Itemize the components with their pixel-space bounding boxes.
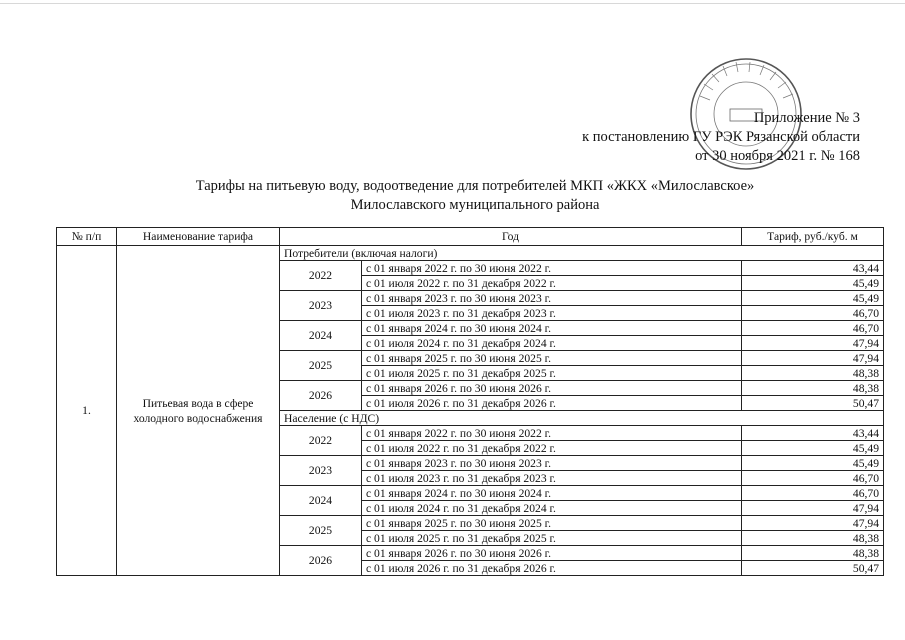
year-cell: 2025 <box>280 516 362 546</box>
period-cell: с 01 января 2024 г. по 30 июня 2024 г. <box>362 486 742 501</box>
header-name: Наименование тарифа <box>117 228 280 246</box>
tariff-value-cell: 47,94 <box>742 516 884 531</box>
tariff-value-cell: 46,70 <box>742 306 884 321</box>
table-row-group <box>57 246 884 261</box>
tariff-value-cell: 45,49 <box>742 276 884 291</box>
tariff-value-cell: 50,47 <box>742 561 884 576</box>
tariff-value-cell: 46,70 <box>742 321 884 336</box>
year-cell: 2024 <box>280 486 362 516</box>
period-cell: с 01 января 2022 г. по 30 июня 2022 г. <box>362 261 742 276</box>
period-cell: с 01 января 2026 г. по 30 июня 2026 г. <box>362 546 742 561</box>
tariff-value-cell: 48,38 <box>742 366 884 381</box>
period-cell: с 01 июля 2023 г. по 31 декабря 2023 г. <box>362 306 742 321</box>
tariff-value-cell: 45,49 <box>742 456 884 471</box>
tariff-value-cell: 48,38 <box>742 381 884 396</box>
consumer-group-label: Население (с НДС) <box>280 411 884 426</box>
tariff-value-cell: 46,70 <box>742 471 884 486</box>
row-number: 1. <box>57 246 117 576</box>
table-header-row <box>57 228 884 246</box>
tariff-value-cell: 48,38 <box>742 546 884 561</box>
period-cell: с 01 июля 2026 г. по 31 декабря 2026 г. <box>362 561 742 576</box>
year-cell: 2022 <box>280 261 362 291</box>
period-cell: с 01 января 2023 г. по 30 июня 2023 г. <box>362 291 742 306</box>
tariff-value-cell: 45,49 <box>742 441 884 456</box>
header-tariff: Тариф, руб./куб. м <box>742 228 884 246</box>
header-year: Год <box>280 228 742 246</box>
period-cell: с 01 июля 2023 г. по 31 декабря 2023 г. <box>362 471 742 486</box>
period-cell: с 01 июля 2024 г. по 31 декабря 2024 г. <box>362 336 742 351</box>
annex-resolution: к постановлению ГУ РЭК Рязанской области <box>582 129 860 145</box>
year-cell: 2024 <box>280 321 362 351</box>
period-cell: с 01 июля 2022 г. по 31 декабря 2022 г. <box>362 441 742 456</box>
period-cell: с 01 июля 2022 г. по 31 декабря 2022 г. <box>362 276 742 291</box>
header-num: № п/п <box>57 228 117 246</box>
tariff-value-cell: 43,44 <box>742 426 884 441</box>
consumer-group-label: Потребители (включая налоги) <box>280 246 884 261</box>
year-cell: 2023 <box>280 456 362 486</box>
period-cell: с 01 января 2022 г. по 30 июня 2022 г. <box>362 426 742 441</box>
document-title-line-2: Милославского муниципального района <box>350 197 600 213</box>
period-cell: с 01 июля 2025 г. по 31 декабря 2025 г. <box>362 531 742 546</box>
tariff-name: Питьевая вода в сфере холодного водоснабжения <box>117 246 280 576</box>
year-cell: 2023 <box>280 291 362 321</box>
page-top-edge <box>0 3 905 4</box>
period-cell: с 01 июля 2024 г. по 31 декабря 2024 г. <box>362 501 742 516</box>
tariff-value-cell: 45,49 <box>742 291 884 306</box>
tariff-value-cell: 47,94 <box>742 351 884 366</box>
tariff-value-cell: 43,44 <box>742 261 884 276</box>
annex-header <box>500 109 860 166</box>
period-cell: с 01 июля 2025 г. по 31 декабря 2025 г. <box>362 366 742 381</box>
period-cell: с 01 января 2025 г. по 30 июня 2025 г. <box>362 516 742 531</box>
year-cell: 2026 <box>280 381 362 411</box>
period-cell: с 01 января 2026 г. по 30 июня 2026 г. <box>362 381 742 396</box>
period-cell: с 01 января 2023 г. по 30 июня 2023 г. <box>362 456 742 471</box>
tariff-value-cell: 47,94 <box>742 336 884 351</box>
tariffs-table <box>56 227 884 576</box>
annex-number: Приложение № 3 <box>753 110 860 126</box>
year-cell: 2025 <box>280 351 362 381</box>
document-title <box>95 177 855 215</box>
tariff-value-cell: 47,94 <box>742 501 884 516</box>
annex-date: от 30 ноября 2021 г. № 168 <box>695 148 860 164</box>
document-title-line-1: Тарифы на питьевую воду, водоотведение для потребителей МКП «ЖКХ «Милославское» <box>195 178 755 194</box>
tariff-value-cell: 46,70 <box>742 486 884 501</box>
year-cell: 2026 <box>280 546 362 576</box>
period-cell: с 01 января 2024 г. по 30 июня 2024 г. <box>362 321 742 336</box>
tariff-value-cell: 48,38 <box>742 531 884 546</box>
period-cell: с 01 января 2025 г. по 30 июня 2025 г. <box>362 351 742 366</box>
tariff-value-cell: 50,47 <box>742 396 884 411</box>
period-cell: с 01 июля 2026 г. по 31 декабря 2026 г. <box>362 396 742 411</box>
year-cell: 2022 <box>280 426 362 456</box>
table-body <box>57 246 884 576</box>
